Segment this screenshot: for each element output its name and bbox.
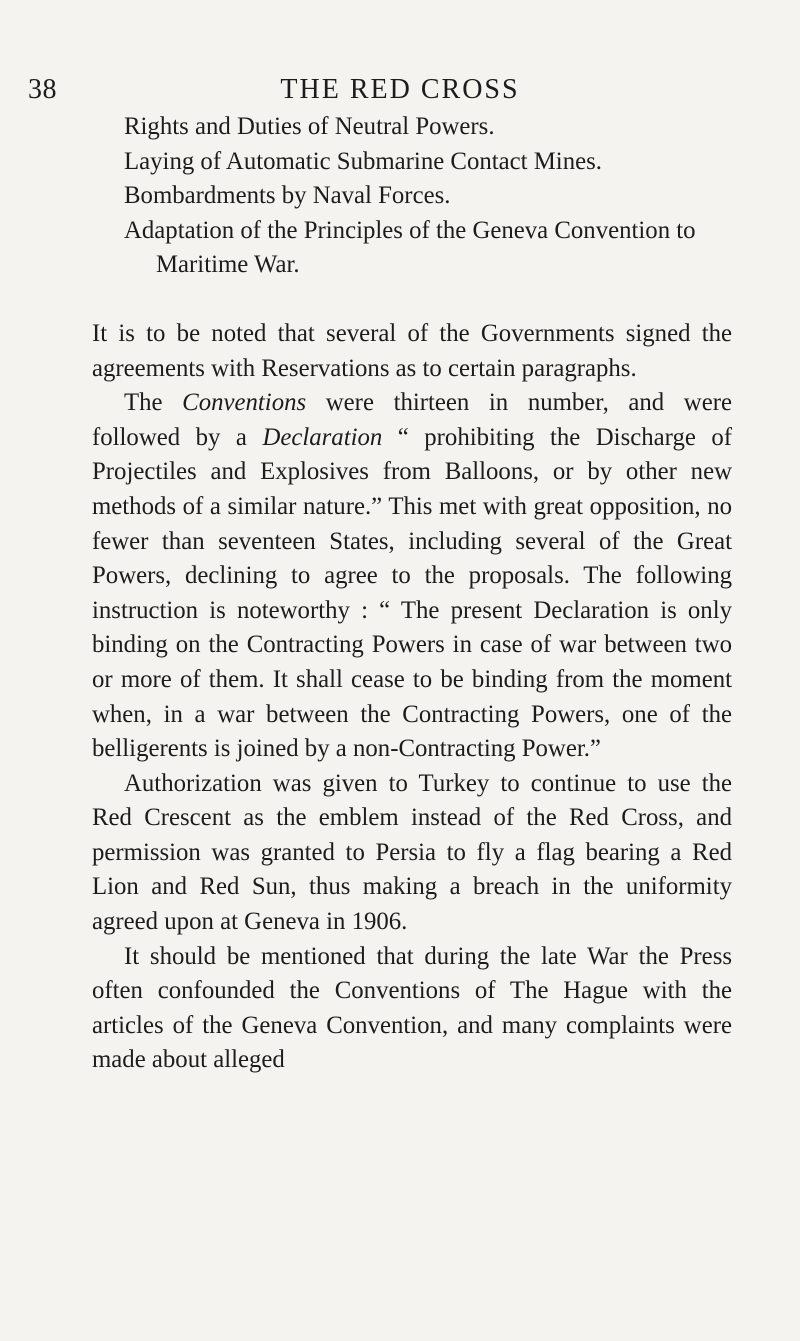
body-text bbox=[92, 110, 732, 1078]
paragraph-text: “ prohibiting the Discharge of Projectiles and Explosives from Balloons, or by other new methods of a similar nature.” This met with great opposition, no fewer than seventeen States, including several of the Great Powers, declining to agree to the proposals. The following instruction is noteworthy : “ The present Declaration is only binding on the Contracting Powers in case of war between two or more of them. It shall cease to be binding from the moment when, in a war between the Contracting Powers, one of the belligerents is joined by a non-Contracting Power.” bbox=[92, 423, 732, 763]
emphasis-conventions: Conventions bbox=[182, 389, 307, 417]
paragraph-press: It should be mentioned that during the late War the Press often confounded the Conventions of The Hague with the articles of the Geneva Convention, and many complaints were made about alleged bbox=[92, 942, 732, 1074]
paragraph-text: The bbox=[124, 389, 183, 417]
list-item: Adaptation of the Principles of the Geneva Convention to Maritime War. bbox=[124, 216, 696, 279]
paragraph-reservations: It is to be noted that several of the Governments signed the agreements with Reservations as to certain paragraphs. bbox=[92, 319, 732, 382]
paragraph-declaration bbox=[92, 386, 732, 767]
convention-list bbox=[92, 110, 732, 283]
paragraph-text: were thirteen in number, and were followed by a bbox=[92, 389, 732, 451]
page-number: 38 bbox=[28, 74, 57, 105]
list-item: Rights and Duties of Neutral Powers. bbox=[124, 113, 495, 140]
list-item: Laying of Automatic Submarine Contact Mines. bbox=[124, 147, 602, 175]
paragraph-emblems: Authorization was given to Turkey to continue to use the Red Crescent as the emblem instead of the Red Cross, and permission was granted to Persia to fly a flag bearing a Red Lion and Red Sun, thus making a breach in the uniformity agreed upon at Geneva in 1906. bbox=[92, 769, 732, 936]
list-item: Bombardments by Naval Forces. bbox=[124, 182, 451, 210]
emphasis-declaration: Declaration bbox=[262, 423, 383, 451]
running-title: THE RED CROSS bbox=[280, 74, 520, 105]
